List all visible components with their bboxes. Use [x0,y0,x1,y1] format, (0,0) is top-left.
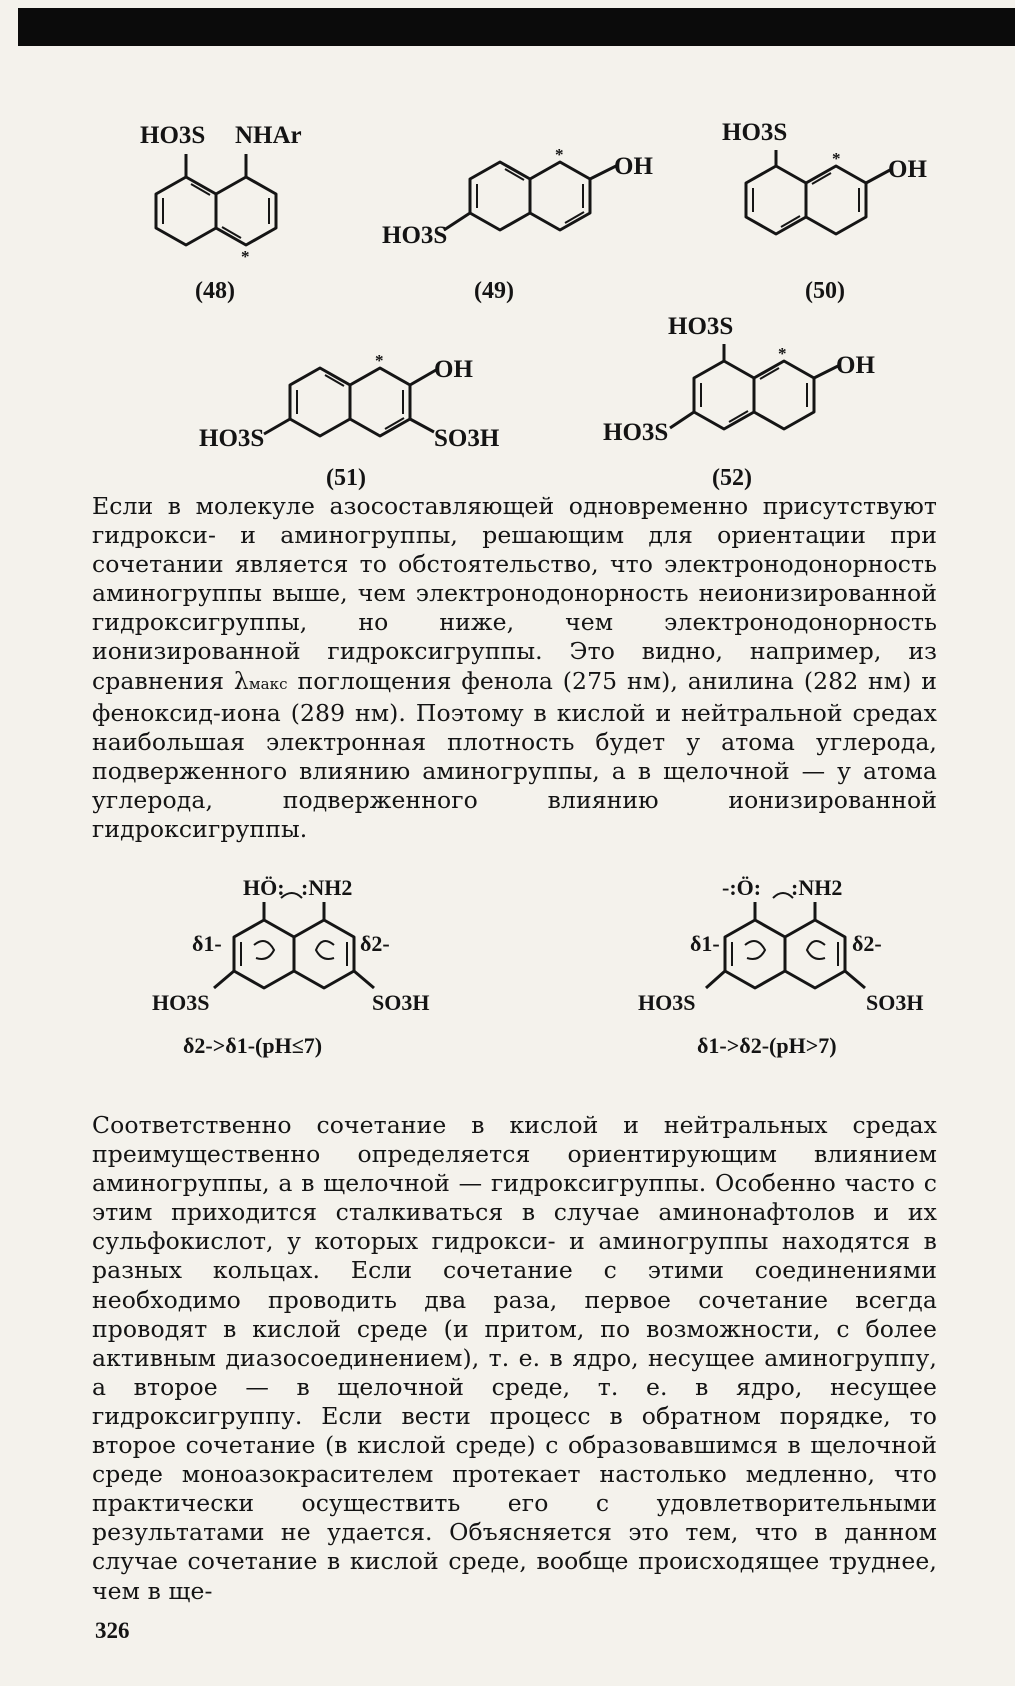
paragraph-1-after: поглощения фенола (275 нм), анилина (282 нм) и феноксид-иона (289 нм). Поэтому в кислой и нейтральной средах наибольшая электронная плотность будет у атома углерода, подверженного влиянию аминогруппы, а в щелочной — у атома углерода, подверженного влиянию ионизированной гидроксигруппы. [92,666,937,844]
s49-left: HO3S [382,222,448,249]
paragraph-1-before: Если в молекуле азосоставляющей одновременно присутствуют гидрокси- и аминогруппы, решающим для ориентации при сочетании является то обстоятельство, что электронодонорность аминогруппы выше, чем электронодонорность неионизированной гидроксигруппы, но ниже, чем электронодонорность ионизированной гидроксигруппы. Это видно, например, из сравнения λ [92,492,937,695]
scheme-left-top-left: HÖ: [243,875,285,900]
svg-text:*: * [375,351,384,370]
scheme-right-delta-left: δ1- [690,931,720,956]
scheme-left-delta-right: δ2- [360,931,390,956]
structure-51 [199,351,500,491]
scheme-left-delta-left: δ1- [192,931,222,956]
svg-text:*: * [778,344,787,363]
svg-text:*: * [555,145,564,164]
s52-number: (52) [712,465,752,491]
s51-number: (51) [326,465,366,491]
lambda-subscript: макс [248,674,288,693]
scheme-right-top-left: -:Ö: [722,875,762,900]
s51-oh: OH [434,356,473,383]
s50-oh: OH [888,156,927,183]
scheme-left [152,875,429,1058]
s50-top: HO3S [722,119,788,146]
svg-text:*: * [241,247,250,266]
s50-number: (50) [805,278,845,304]
scheme-right-bottom-right: SO3H [866,990,924,1015]
scheme-left-top-right: :NH2 [301,875,353,900]
s48-top-right: NHAr [235,122,302,149]
scheme-right [638,875,923,1058]
scheme-left-bottom-right: SO3H [372,990,430,1015]
s48-top-left: HO3S [140,122,206,149]
paragraph-2: Соответственно сочетание в кислой и нейтральных средах преимущественно определяется ориентирующим влиянием аминогруппы, а в щелочной — гидроксигруппы. Особенно часто с этим приходится сталкиваться в случае аминонафтолов и их сульфокислот, у которых гидрокси- и аминогруппы находятся в разных кольцах. Если сочетание с этими соединениями необходимо проводить два раза, первое сочетание всегда проводят в кислой среде (и притом, по возможности, с более активным диазосоединением), т. е. в ядро, несущее аминогруппу, а второе — в щелочной среде, т. е. в ядро, несущее гидроксигруппу. Если вести процесс в обратном порядке, то второе сочетание (в кислой среде) с образовавшимся в щелочной среде моноазокрасителем протекает настолько медленно, что практически осуществить его с удовлетворительными результатами не удается. Объясняется это тем, что в данном случае сочетание в кислой среде, вообще происходящее труднее, чем в ще- [92,1111,937,1605]
scheme-left-caption: δ2->δ1-(pH≤7) [183,1033,323,1058]
s52-top: HO3S [668,313,734,340]
structure-50 [722,119,927,304]
scheme-right-caption: δ1->δ2-(pH>7) [697,1033,837,1058]
scheme-right-bottom-left: HO3S [638,990,696,1015]
structure-52 [603,313,875,491]
s49-number: (49) [474,278,514,304]
scheme-right-top-right: :NH2 [791,875,843,900]
s52-oh: OH [836,352,875,379]
paragraph-1 [92,492,937,844]
scheme-left-bottom-left: HO3S [152,990,210,1015]
svg-text:*: * [832,149,841,168]
s49-oh: OH [614,153,653,180]
s52-left: HO3S [603,419,669,446]
s48-number: (48) [195,278,235,304]
scheme-right-delta-right: δ2- [852,931,882,956]
s51-left: HO3S [199,425,265,452]
s51-right: SO3H [434,425,500,452]
page-number: 326 [95,1618,130,1643]
structure-49 [382,145,653,304]
structure-48 [140,122,302,304]
